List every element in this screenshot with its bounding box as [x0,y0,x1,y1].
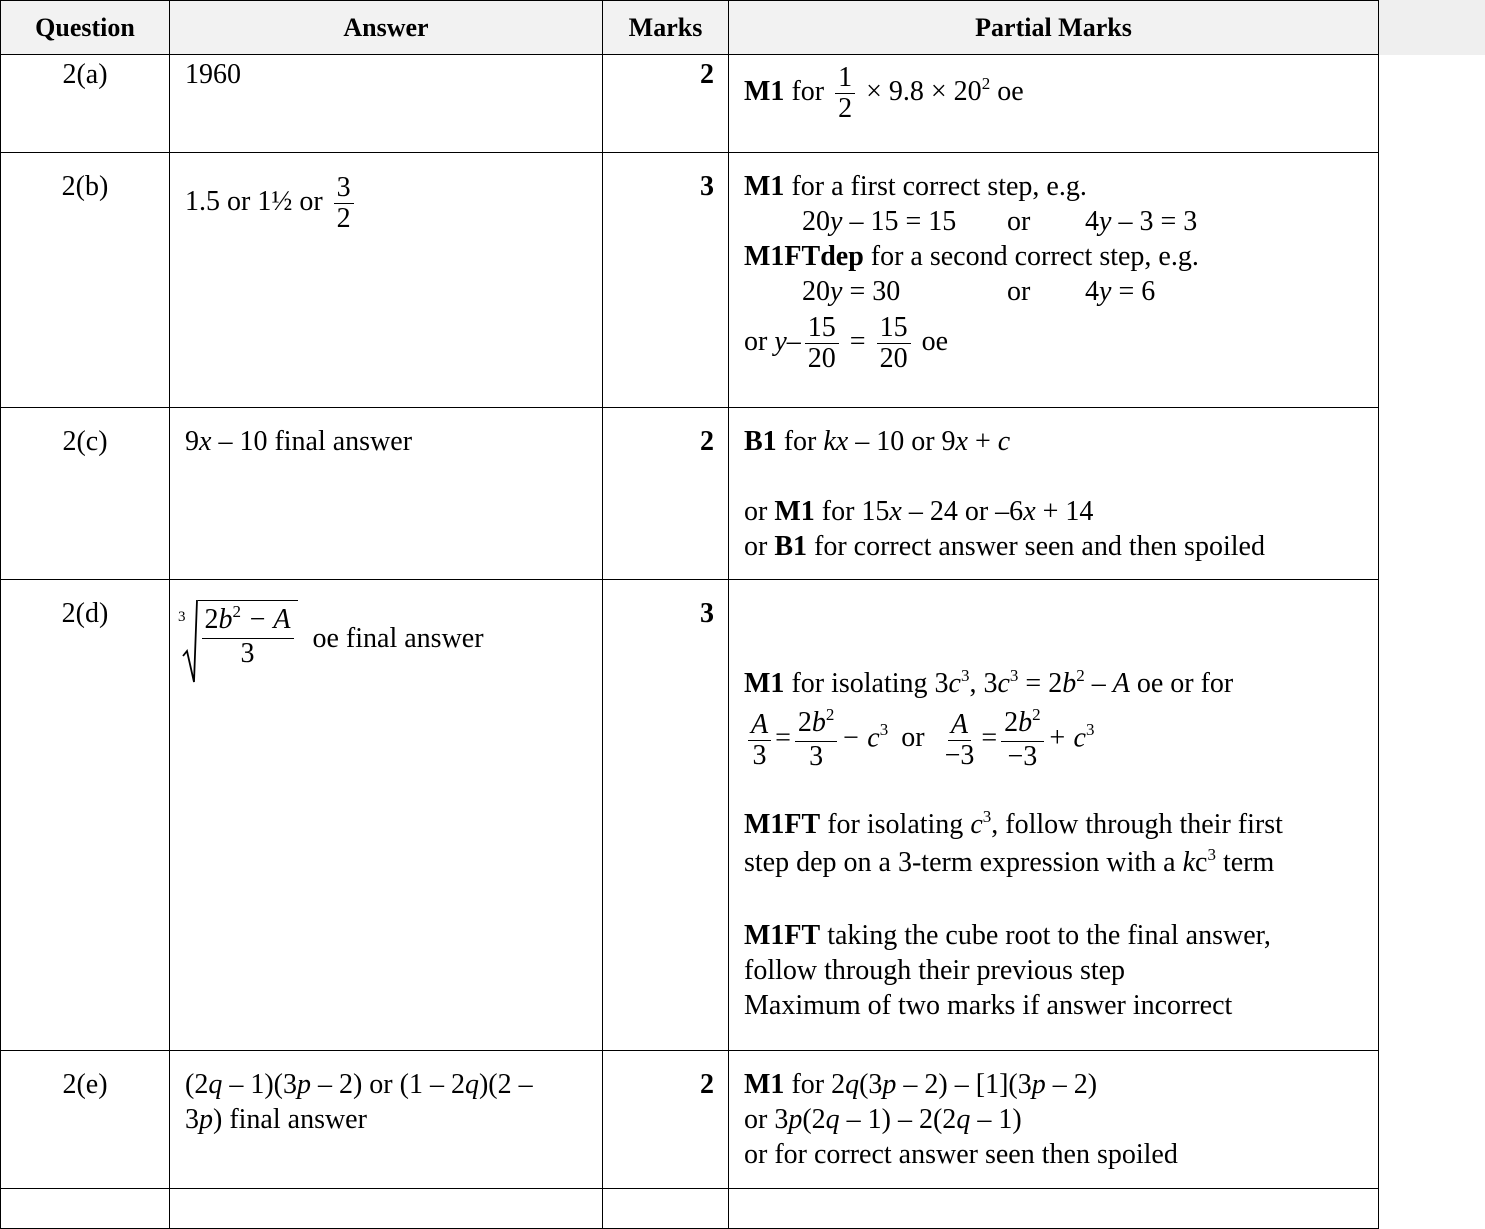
header-row [1,1,1379,55]
header-filler [1378,0,1485,55]
partial-cell: B1 for kx – 10 or 9x + c or M1 for 15x – 24 or –6x + 14 or B1 for correct answer seen and then spoiled [729,408,1379,580]
fraction: $\frac{2b^2}{-3}$ [1001,708,1044,772]
header-answer: Answer [170,1,603,55]
marks-cell: 3 [603,580,729,1051]
marks-cell: 3 [603,153,729,408]
answer-cell: 1960 [170,55,603,153]
fraction: $\frac{15}{20}$ [877,313,911,374]
marks-cell: 2 [603,408,729,580]
header-question: Question [1,1,170,55]
table-row [1,55,1379,153]
answer-cell: 9x – 10 final answer [170,408,603,580]
fraction: $\frac{A}{-3}$ [944,708,975,771]
header-marks: Marks [603,1,729,55]
partial-cell: M1 for a first correct step, e.g. 20y – 15 = 15 or 4y – 3 = 3 M1FTdep for a second correct step, e.g. 20y = 30 or 4y = 6 or y– $\frac{15}{20}$ = $\frac{15}{20}$ oe [729,153,1379,408]
radical-sign [182,596,198,686]
cube-root-expression: 3 $\frac{2b^2 - A}{3}$ [178,596,298,686]
answer-cell: (2q – 1)(3p – 2) or (1 – 2q)(2 – 3p) final answer [170,1051,603,1189]
question-cell: 2(b) [1,153,170,408]
fraction: $\frac{1}{2}$ [835,63,855,124]
header-partial-marks: Partial Marks [729,1,1379,55]
fraction: $\frac{A}{3}$ [748,710,771,771]
partial-cell: M1 for isolating $3c^3$, $3c^3 = 2b^2 - A$ oe or for $\frac{A}{3}$ = $\frac{2b^2}{3}$ − $c^3$ or $\frac{A}{-3}$ = $\frac{2b^2}{-3}$ + $c^3$ M1FT for isolating $c^3$, follow through their first step dep on a 3-term expression with a $kc^3$ term M1FT taking the cube root to the final answer, follow through their previous step Maximum of two marks if answer incorrect [729,580,1379,1051]
question-cell: 2(d) [1,580,170,1051]
fraction: $\frac{3}{2}$ [334,173,354,234]
table-row [1,408,1379,580]
partial-cell: M1 for 2q(3p – 2) – [1](3p – 2) or 3p(2q – 1) – 2(2q – 1) or for correct answer seen then spoiled [729,1051,1379,1189]
fraction: $\frac{2b^2}{3}$ [795,708,838,772]
question-cell: 2(e) [1,1051,170,1189]
question-cell: 2(c) [1,408,170,580]
marks-cell: 2 [603,1051,729,1189]
marks-cell: 2 [603,55,729,153]
question-cell: 2(a) [1,55,170,153]
table-row-empty [1,1189,1379,1229]
table-row [1,580,1379,1051]
table-row [1,1051,1379,1189]
answer-cell: 3 $\frac{2b^2 - A}{3}$ oe final answer [170,580,603,1051]
fraction: $\frac{15}{20}$ [805,313,839,374]
table-row [1,153,1379,408]
partial-cell: M1 for $\frac{1}{2}$ × $9.8 \times 20^2$ oe [729,55,1379,153]
answer-cell: 1.5 or 1½ or $\frac{3}{2}$ [170,153,603,408]
